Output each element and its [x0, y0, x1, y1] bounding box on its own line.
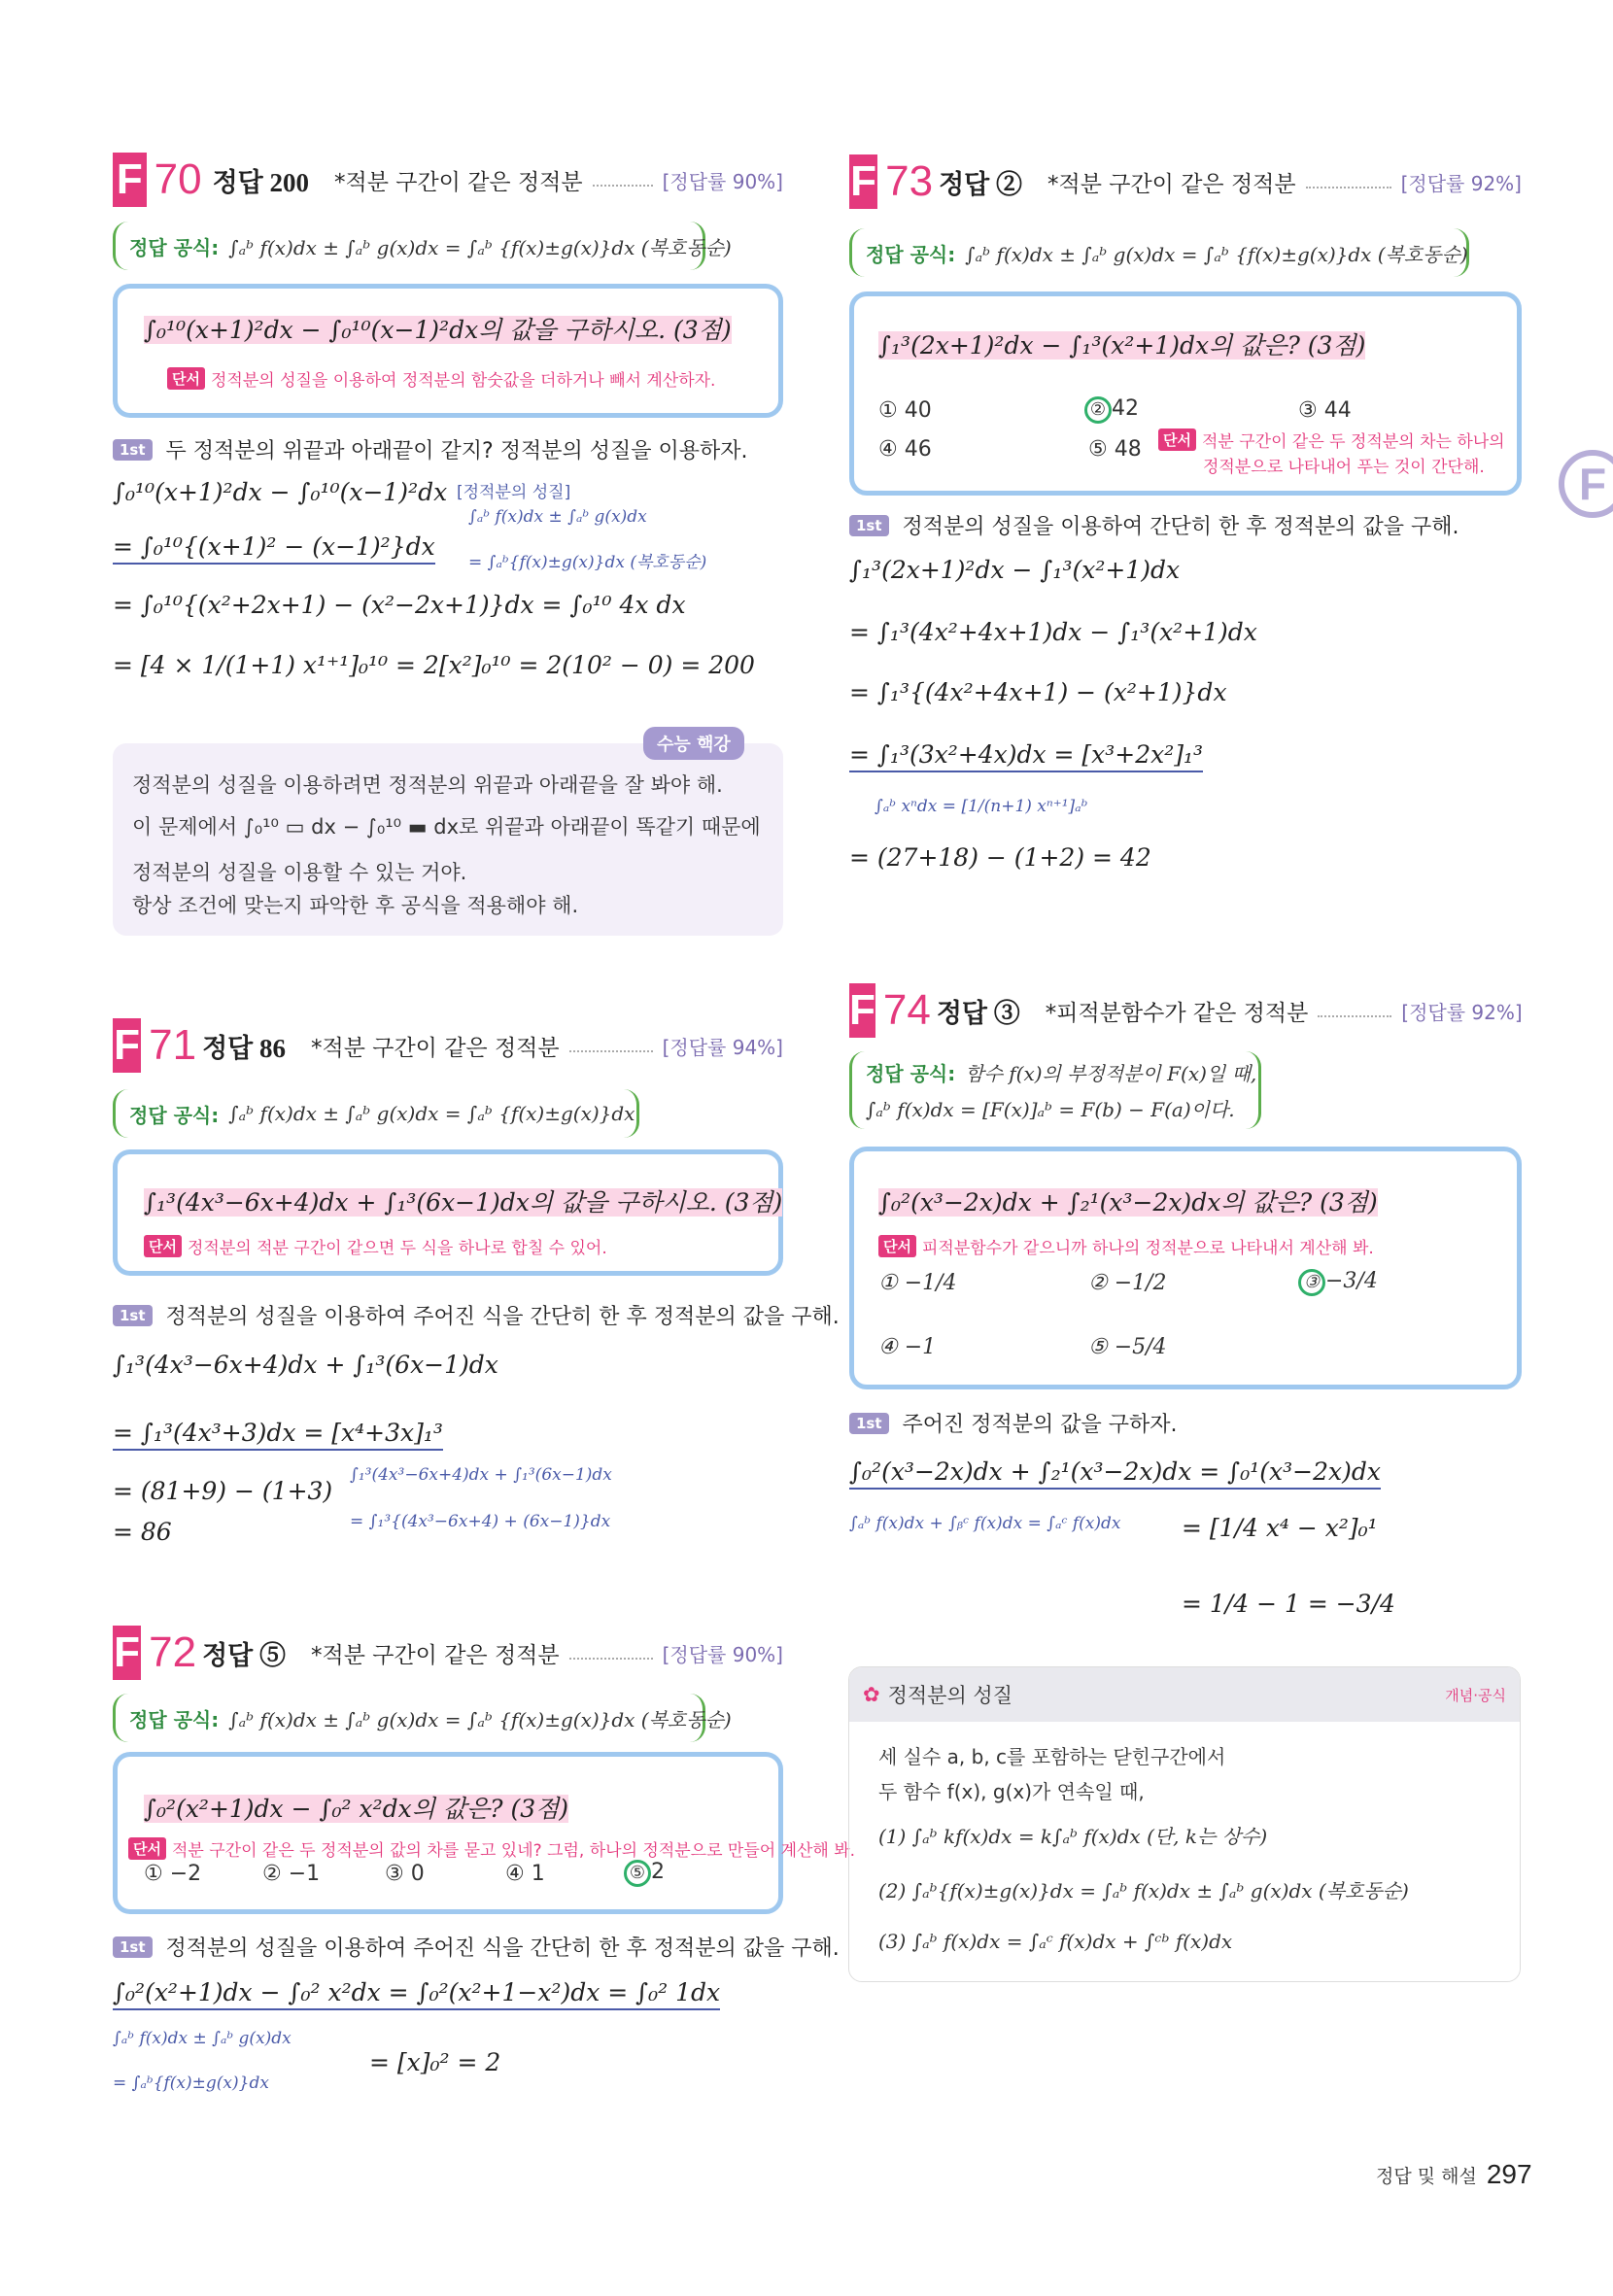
- choice-5[interactable]: ⑤ 48: [1088, 437, 1142, 462]
- hint: 단서 피적분함수가 같으니까 하나의 정적분으로 나타내서 계산해 봐.: [878, 1234, 1374, 1258]
- section-label: F: [113, 1018, 141, 1073]
- page-number: 297: [1486, 2159, 1532, 2189]
- page-footer: [1376, 2159, 1532, 2190]
- formula-label: 정답 공식:: [866, 242, 956, 266]
- accuracy-rate: [정답률 90%]: [662, 169, 783, 193]
- hint: 단서 정적분의 성질을 이용하여 정적분의 함숫값을 더하거나 빼서 계산하자.: [167, 366, 715, 391]
- solution-line-1: ∫₀¹⁰(x+1)²dx − ∫₀¹⁰(x−1)²dx: [113, 478, 448, 506]
- section-label: F: [113, 1626, 141, 1680]
- concept-header: [849, 1667, 1520, 1722]
- accuracy-rate: [정답률 94%]: [662, 1035, 783, 1059]
- answer-label: 정답 200: [212, 167, 309, 197]
- solution-line-5: = (27+18) − (1+2) = 42: [849, 843, 1151, 872]
- solution-step: 1st 주어진 정적분의 값을 구하자.: [849, 1408, 1178, 1438]
- formula-label: 정답 공식:: [129, 1103, 220, 1127]
- problem-71-header: [113, 1016, 783, 1075]
- answer-label: 정답 ②: [939, 169, 1022, 199]
- choice-3[interactable]: ③ 0: [385, 1862, 425, 1886]
- choice-1[interactable]: ① 40: [878, 398, 932, 423]
- note-line: ∫ₐᵇ f(x)dx + ∫ᵦᶜ f(x)dx = ∫ₐᶜ f(x)dx: [849, 1514, 1121, 1533]
- note-line: ∫ₐᵇ xⁿdx = [1/(n+1) xⁿ⁺¹]ₐᵇ: [875, 797, 1088, 816]
- choice-5[interactable]: ⑤ −5/4: [1088, 1335, 1167, 1359]
- tip-line: 정적분의 성질을 이용하려면 정적분의 위끝과 아래끝을 잘 봐야 해.: [132, 773, 723, 797]
- choice-2[interactable]: ② −1/2: [1088, 1271, 1167, 1295]
- answer-formula: [113, 1089, 639, 1138]
- solution-line-2: = ∫₁³(4x²+4x+1)dx − ∫₁³(x²+1)dx: [849, 618, 1257, 646]
- solution-line-2: = ∫₁³(4x³+3)dx = [x⁴+3x]₁³: [113, 1419, 443, 1451]
- concept-line: (2) ∫ₐᵇ{f(x)±g(x)}dx = ∫ₐᵇ f(x)dx ± ∫ₐᵇ g(x)dx (복호동순): [878, 1879, 1409, 1902]
- problem-topic: *적분 구간이 같은 정적분: [1047, 171, 1296, 197]
- problem-73-header: [849, 153, 1522, 211]
- problem-number: 71: [149, 1021, 197, 1069]
- accuracy-rate: [정답률 90%]: [662, 1642, 783, 1666]
- answer-label: 정답 ⑤: [202, 1640, 286, 1670]
- note-line: ∫ₐᵇ f(x)dx ± ∫ₐᵇ g(x)dx: [468, 507, 647, 527]
- formula-label: 정답 공식:: [129, 235, 220, 259]
- problem-topic: *피적분함수가 같은 정적분: [1045, 1000, 1309, 1026]
- choice-2-correct[interactable]: ② 42: [1084, 396, 1139, 424]
- hint: 단서 적분 구간이 같은 두 정적분의 차는 하나의: [1158, 428, 1505, 452]
- problem-72-header: [113, 1624, 783, 1682]
- tip-tag: 수능 핵강: [643, 727, 744, 760]
- solution-line-3: = ∫₁³{(4x²+4x+1) − (x²+1)}dx: [849, 678, 1227, 706]
- problem-number: 74: [882, 986, 931, 1034]
- question-box: [113, 284, 783, 418]
- question-text: ∫₁³(4x³−6x+4)dx + ∫₁³(6x−1)dx의 값을 구하시오. (3점): [144, 1188, 783, 1217]
- note-line: ∫ₐᵇ f(x)dx ± ∫ₐᵇ g(x)dx: [113, 2029, 292, 2048]
- solution-line-3: = (81+9) − (1+3): [113, 1477, 333, 1505]
- choice-3-correct[interactable]: ③ −3/4: [1298, 1269, 1378, 1296]
- choice-3[interactable]: ③ 44: [1298, 398, 1352, 423]
- choice-4[interactable]: ④ −1: [878, 1335, 937, 1359]
- solution-line-2: = ∫₀¹⁰{(x+1)² − (x−1)²}dx: [113, 532, 435, 565]
- problem-number: 72: [149, 1628, 197, 1676]
- hint: 단서 적분 구간이 같은 두 정적분의 값의 차를 묻고 있네? 그럼, 하나의 정적분으로 만들어 계산해 봐.: [128, 1836, 855, 1861]
- solution-line-2: = [x]₀² = 2: [369, 2048, 501, 2076]
- solution-step: 1st 정적분의 성질을 이용하여 주어진 식을 간단히 한 후 정적분의 값을 구해.: [113, 1932, 840, 1962]
- correct-answer-circle: ③: [1298, 1269, 1325, 1296]
- accuracy-rate: [정답률 92%]: [1400, 171, 1522, 195]
- tip-line: 이 문제에서 ∫₀¹⁰ ▭ dx − ∫₀¹⁰ ▬ dx로 위끝과 아래끝이 똑같기 때문에: [132, 815, 761, 839]
- concept-tag: 개념·공식: [1445, 1686, 1506, 1704]
- answer-formula: [849, 228, 1469, 277]
- footer-label: 정답 및 해설: [1376, 2165, 1477, 2187]
- solution-line-1: ∫₀²(x³−2x)dx + ∫₂¹(x³−2x)dx = ∫₀¹(x³−2x)dx: [849, 1457, 1381, 1490]
- solution-line-1: ∫₀²(x²+1)dx − ∫₀² x²dx = ∫₀²(x²+1−x²)dx = ∫₀² 1dx: [113, 1978, 720, 2010]
- problem-topic: *적분 구간이 같은 정적분: [310, 1642, 560, 1668]
- solution-line-4: = 86: [113, 1518, 172, 1546]
- solution-step: 1st 정적분의 성질을 이용하여 주어진 식을 간단히 한 후 정적분의 값을 구해.: [113, 1300, 840, 1330]
- concept-line: 두 함수 f(x), g(x)가 연속일 때,: [878, 1780, 1145, 1803]
- note-line: = ∫ₐᵇ{f(x)±g(x)}dx (복호동순): [468, 553, 707, 572]
- question-text: ∫₁³(2x+1)²dx − ∫₁³(x²+1)dx의 값은? (3점): [878, 331, 1366, 360]
- solution-line-2: = [1/4 x⁴ − x²]₀¹: [1182, 1514, 1378, 1542]
- problem-number: 70: [154, 155, 202, 203]
- answer-formula: [113, 1694, 732, 1742]
- problem-70-header: [113, 151, 783, 209]
- leader-dots: [1318, 1004, 1391, 1017]
- formula-text: ∫ₐᵇ f(x)dx ± ∫ₐᵇ g(x)dx = ∫ₐᵇ {f(x)±g(x)}dx (복호동순): [228, 1707, 732, 1731]
- question-text: ∫₀²(x³−2x)dx + ∫₂¹(x³−2x)dx의 값은? (3점): [878, 1188, 1378, 1217]
- question-box: [113, 1752, 783, 1914]
- note-line: = ∫₁³{(4x³−6x+4) + (6x−1)}dx: [350, 1512, 611, 1531]
- formula-label: 정답 공식:: [129, 1707, 220, 1731]
- hint: 단서 정적분의 적분 구간이 같으면 두 식을 하나로 합칠 수 있어.: [144, 1234, 607, 1258]
- accuracy-rate: [정답률 92%]: [1401, 1000, 1523, 1024]
- note-line: ∫₁³(4x³−6x+4)dx + ∫₁³(6x−1)dx: [350, 1465, 612, 1485]
- concept-line: (1) ∫ₐᵇ kf(x)dx = k∫ₐᵇ f(x)dx (단, k는 상수): [878, 1825, 1268, 1848]
- problem-topic: *적분 구간이 같은 정적분: [310, 1035, 560, 1061]
- formula-label: 정답 공식:: [866, 1062, 956, 1085]
- section-label: F: [849, 983, 875, 1038]
- note-line: = ∫ₐᵇ{f(x)±g(x)}dx: [113, 2073, 269, 2093]
- correct-answer-circle: ⑤: [624, 1860, 651, 1887]
- solution-step: 1st 두 정적분의 위끝과 아래끝이 같지? 정적분의 성질을 이용하자.: [113, 434, 747, 464]
- choice-4[interactable]: ④ 1: [505, 1862, 545, 1886]
- answer-label: 정답 86: [202, 1033, 286, 1063]
- solution-line-4: = [4 × 1/(1+1) x¹⁺¹]₀¹⁰ = 2[x²]₀¹⁰ = 2(10² − 0) = 200: [113, 651, 755, 679]
- solution-step: 1st 정적분의 성질을 이용하여 간단히 한 후 정적분의 값을 구해.: [849, 510, 1459, 540]
- problem-74-header: [849, 981, 1522, 1040]
- solution-line-4: = ∫₁³(3x²+4x)dx = [x³+2x²]₁³: [849, 740, 1203, 772]
- leader-dots: [1306, 175, 1391, 188]
- note-heading: [정적분의 성질]: [457, 483, 571, 502]
- leader-dots: [569, 1039, 653, 1052]
- answer-label: 정답 ③: [936, 998, 1020, 1028]
- choice-1[interactable]: ① −2: [144, 1862, 202, 1886]
- choice-1[interactable]: ① −1/4: [878, 1271, 957, 1295]
- hint-line-2: 정적분으로 나타내어 푸는 것이 간단해.: [1203, 458, 1485, 477]
- question-text: ∫₀²(x²+1)dx − ∫₀² x²dx의 값은? (3점): [144, 1795, 569, 1823]
- solution-line-1: ∫₁³(2x+1)²dx − ∫₁³(x²+1)dx: [849, 556, 1181, 584]
- flower-icon: ✿: [863, 1683, 880, 1706]
- problem-topic: *적분 구간이 같은 정적분: [333, 169, 583, 195]
- formula-text: ∫ₐᵇ f(x)dx ± ∫ₐᵇ g(x)dx = ∫ₐᵇ {f(x)±g(x)}dx (복호동순): [228, 235, 732, 259]
- concept-line: 세 실수 a, b, c를 포함하는 닫힌구간에서: [878, 1745, 1226, 1768]
- solution-line-3: = ∫₀¹⁰{(x²+2x+1) − (x²−2x+1)}dx = ∫₀¹⁰ 4x dx: [113, 591, 686, 619]
- solution-line-3: = 1/4 − 1 = −3/4: [1182, 1590, 1395, 1618]
- concept-title: 정적분의 성질: [887, 1684, 1013, 1707]
- solution-line-1: ∫₁³(4x³−6x+4)dx + ∫₁³(6x−1)dx: [113, 1351, 498, 1379]
- section-label: F: [849, 154, 877, 209]
- formula-text: ∫ₐᵇ f(x)dx ± ∫ₐᵇ g(x)dx = ∫ₐᵇ {f(x)±g(x)}dx: [228, 1102, 635, 1125]
- formula-text: 함수 f(x)의 부정적분이 F(x)일 때,: [965, 1062, 1257, 1085]
- section-label: F: [113, 153, 147, 207]
- correct-answer-circle: ②: [1084, 396, 1112, 424]
- concept-box: [848, 1666, 1521, 1982]
- answer-formula: [849, 1051, 1261, 1129]
- answer-formula: [113, 222, 732, 270]
- tip-line: 정적분의 성질을 이용할 수 있는 거야.: [132, 861, 467, 884]
- choice-5-correct[interactable]: ⑤ 2: [624, 1860, 665, 1887]
- formula-text-2: ∫ₐᵇ f(x)dx = [F(x)]ₐᵇ = F(b) − F(a)이다.: [866, 1098, 1235, 1121]
- leader-dots: [593, 173, 653, 187]
- concept-line: (3) ∫ₐᵇ f(x)dx = ∫ₐᶜ f(x)dx + ∫ᶜᵇ f(x)dx: [878, 1930, 1233, 1953]
- choice-2[interactable]: ② −1: [262, 1862, 321, 1886]
- question-text: ∫₀¹⁰(x+1)²dx − ∫₀¹⁰(x−1)²dx의 값을 구하시오. (3점): [144, 316, 732, 344]
- formula-text: ∫ₐᵇ f(x)dx ± ∫ₐᵇ g(x)dx = ∫ₐᵇ {f(x)±g(x)}dx (복호동순): [965, 242, 1468, 266]
- tip-line: 항상 조건에 맞는지 파악한 후 공식을 적용해야 해.: [132, 894, 579, 917]
- problem-number: 73: [885, 157, 934, 205]
- section-f-tab: F: [1559, 450, 1613, 518]
- choice-4[interactable]: ④ 46: [878, 437, 932, 462]
- leader-dots: [569, 1646, 653, 1660]
